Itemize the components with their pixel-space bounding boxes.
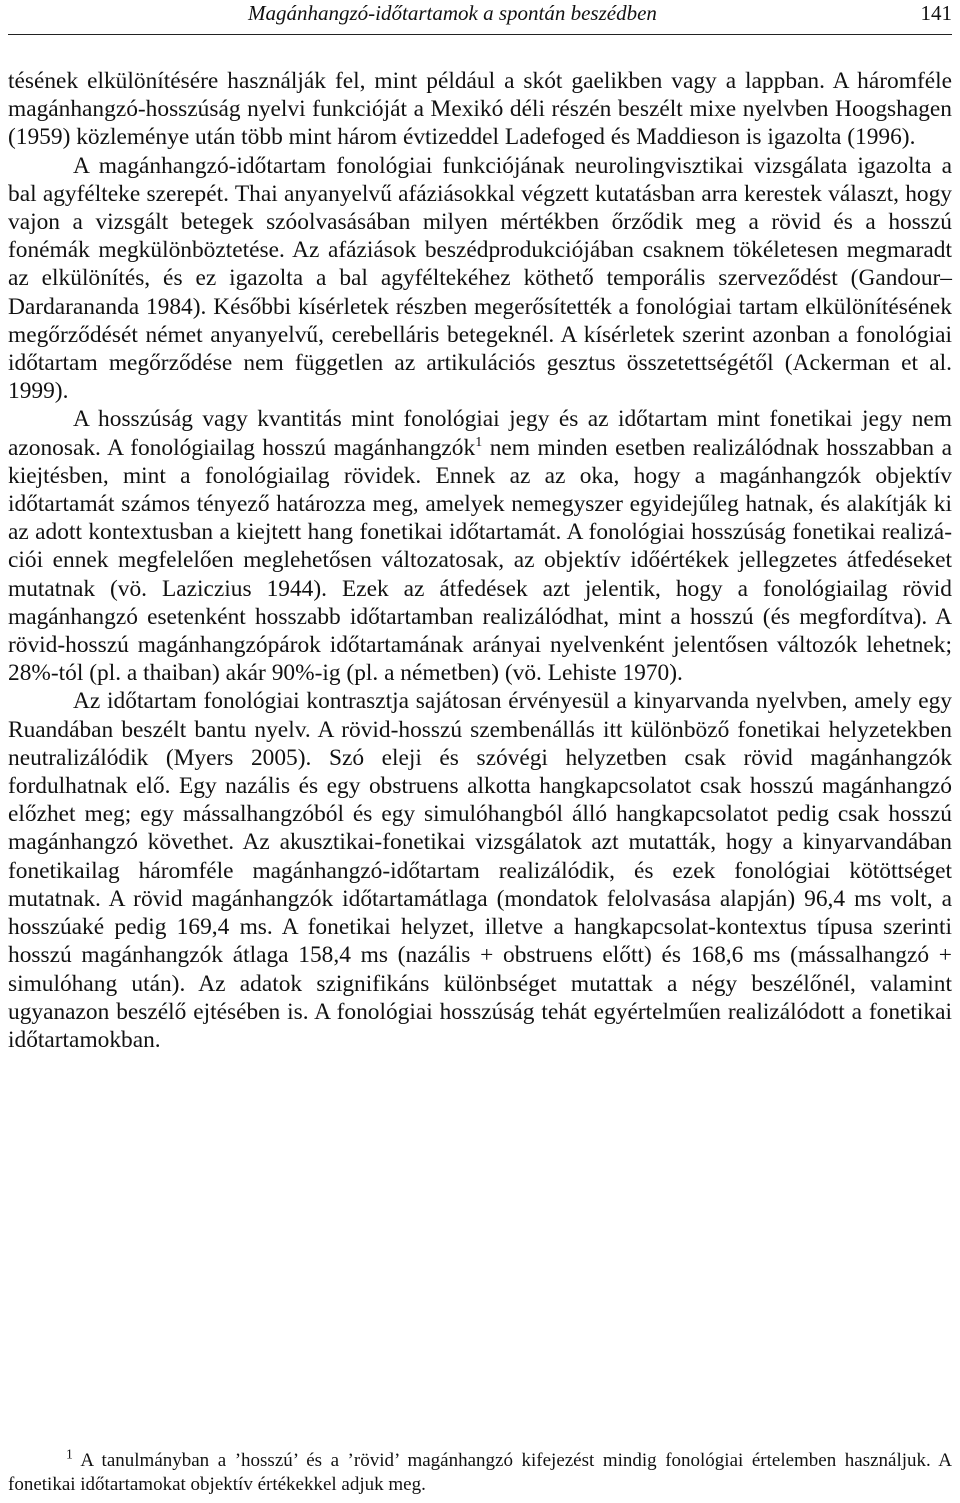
footnote-marker: 1 bbox=[66, 1446, 73, 1462]
footnote-text: A tanulmányban a ’hosszú’ és a ’rövid’ magánhangzó kifejezést mindig fonológiai értelemben használjuk. A fonetikai időtartamokat objektív értékekkel adjuk meg. bbox=[8, 1450, 952, 1495]
paragraph-3-text-end: nem minden esetben realizálódnak hosszabban a kiejtésben, mint a fonológiailag rövidek. Ennek az az oka, hogy a magánhangzók objektív időtartamát számos tényező határozza meg, amelyek nemegyszer egyidejűleg hatnak, és alakítják ki az adott kontextusban a kiejtett hang fonetikai időtartamát. A fonológiai hosszúság fonetikai realizációi ennek megfelelően meglehetősen változatosak, az objektív időértékek jellegzetes átfedéseket mutatnak (vö. Laziczius 1944). Ezek az átfedések azt jelentik, hogy a fonológiailag rövid magánhangzó esetenként hosszabb időtartamban realizálódhat, mint a hosszú (és megfordítva). A rövid-hosszú magánhangzópárok időtartamának arányai nyelvenként jelentősen változók lehetnek; 28%-tól (pl. a thaiban) akár 90%-ig (pl. a németben) (vö. Lehiste 1970). bbox=[8, 434, 953, 687]
footnote-paragraph bbox=[8, 1446, 952, 1497]
page-number: 141 bbox=[920, 1, 952, 25]
footnote-reference[interactable]: 1 bbox=[475, 433, 483, 450]
body-text bbox=[8, 67, 952, 1054]
paragraph-3-text-start: A hosszúság vagy kvantitás mint fonológiai jegy és az időtartam mint fonetikai jegy nem azonosak. A fonológiailag hosszú magánhangzók bbox=[8, 406, 952, 461]
running-title: Magánhangzó-időtartamok a spontán beszédben bbox=[248, 1, 657, 25]
running-header bbox=[8, 0, 952, 35]
footnote bbox=[8, 1446, 952, 1497]
paragraph-4: Az időtartam fonológiai kontrasztja sajátosan érvényesül a kinyarvanda nyelvben, amely egy Ruandában beszélt bantu nyelv. A rövid-hosszú szembenállás itt különböző fonetikai helyzetekben neutralizálódik (Myers 2005). Szó eleji és szóvégi helyzetben csak rövid magánhangzók fordulhatnak elő. Egy nazális és egy obstruens alkotta hangkapcsolatot csak hosszú magánhangzó előzhet meg; egy mássalhangzóból és egy simulóhangból álló hangkapcsolatot pedig csak hosszú magánhangzó követhet. Az akusztikai-fonetikai vizsgálatok azt mutatták, hogy a kinyarvandában fonetikailag háromféle magánhangzó-időtartam realizálódik, és ezek fonológiai kötöttséget mutatnak. A rövid magánhangzók időtartamátlaga (mondatok felolvasása alapján) 96,4 ms volt, a hosszúaké pedig 169,4 ms. A fonetikai helyzet, illetve a hangkapcsolat-kontextus típusa szerinti hosszú magánhangzók átlaga 158,4 ms (nazális + obstruens előtt) és 168,6 ms (mássalhangzó + simulóhang után). Az adatok szignifikáns különbséget mutattak a négy beszélőnél, valamint ugyanazon beszélő ejtésében is. A fonológiai hosszúság tehát egyértelműen realizálódott a fonetikai időtartamokban. bbox=[8, 688, 952, 1053]
paragraph-2: A magánhangzó-időtartam fonológiai funkciójának neurolingvisztikai vizsgálata igazolta a bal agyfélteke szerepét. Thai anyanyelvű afáziásokkal végzett kutatásban arra kerestek választ, hogy vajon a vizsgált betegek szóolvasásában milyen mértékben őrződik meg a rövid és a hosszú fonémák megkülönböztetése. Az afáziások beszédprodukciójában csaknem tökéletesen megmaradt az elkülönítés, és ez igazolta a bal agyféltekéhez köthető temporális szerveződést (Gandour–Dardarananda 1984). Későbbi kísérletek részben megerősítették a fonológiai tartam elkülönítésének megőrződését német anyanyelvű, cerebelláris betegeknél. A kísérletek szerint azonban a fonológiai időtartam megőrződése nem független az artikulációs gesztus összetettségétől (Ackerman et al. 1999). bbox=[8, 152, 952, 405]
paragraph-1: tésének elkülönítésére használják fel, mint például a skót gaelikben vagy a lappban. A háromféle magánhangzó-hosszúság nyelvi funkcióját a Mexikó déli részén beszélt mixe nyelvben Hoogshagen (1959) közleménye után több mint három évtizeddel Ladefoged és Maddieson is igazolta (1996). bbox=[8, 68, 952, 151]
paragraph-3 bbox=[8, 405, 952, 687]
